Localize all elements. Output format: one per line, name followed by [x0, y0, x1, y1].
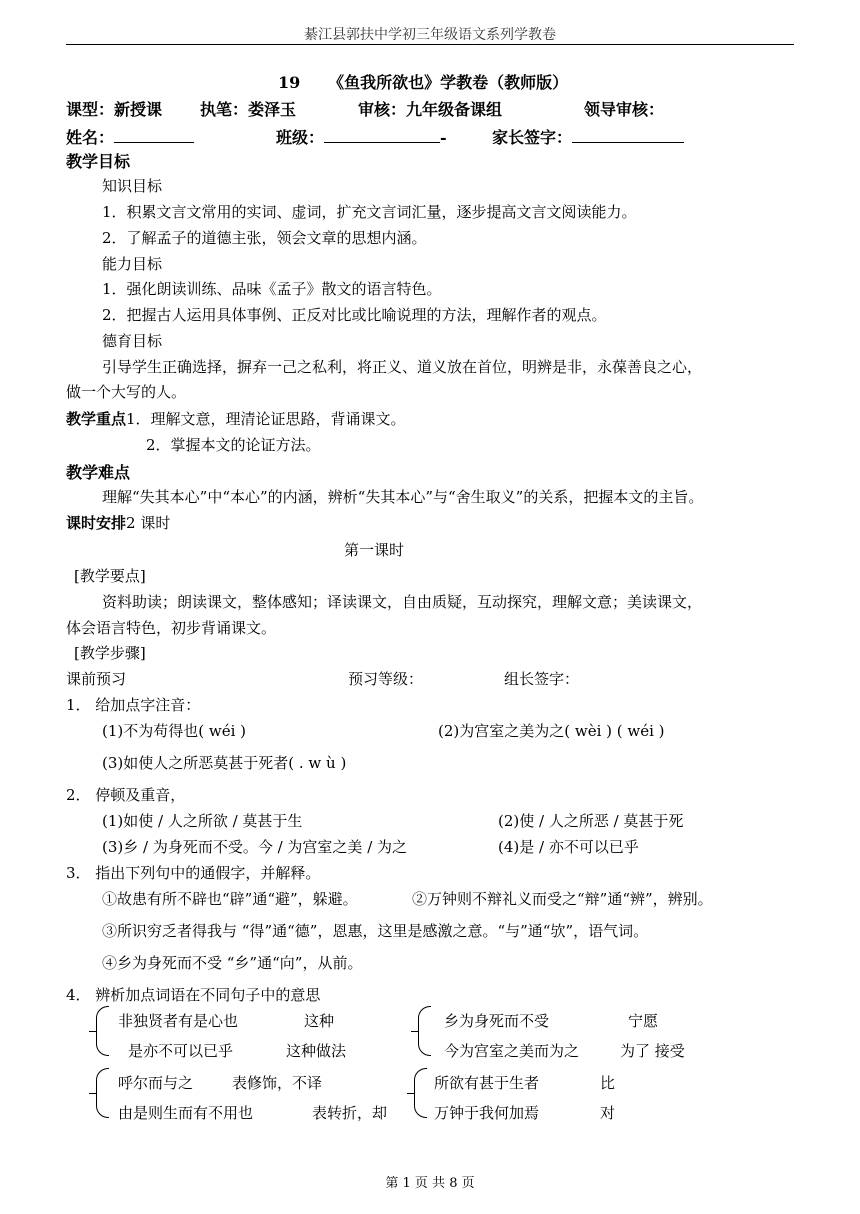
q1-item-2: (2)为宫室之美为之( wèi ) ( wéi ) [438, 722, 665, 740]
reviewer: 审核：九年级备课组 [358, 100, 503, 119]
brace-group-3 [96, 1068, 109, 1118]
preview-sign: 组长签字： [504, 670, 580, 688]
q2-item-4: (4)是 / 亦不可以已乎 [498, 838, 639, 856]
essentials-label: [教学要点] [74, 567, 146, 585]
key-point-2: 2．掌握本文的论证方法。 [146, 436, 321, 454]
q4-g4-sentence-1: 所欲有甚于生者 [434, 1074, 540, 1092]
preview-grade: 预习等级： [348, 670, 424, 688]
q4-g2-meaning-2: 为了 接受 [620, 1042, 685, 1060]
q2-item-3: (3)乡 / 为身死而不受。今 / 为宫室之美 / 为之 [102, 838, 408, 856]
q4-g1-meaning-2: 这种做法 [286, 1042, 347, 1060]
q4-g2-sentence-1: 乡为身死而不受 [444, 1012, 550, 1030]
q2-item-2: (2)使 / 人之所恶 / 莫甚于死 [498, 812, 684, 830]
steps-label: [教学步骤] [74, 644, 146, 662]
moral-goal-title: 德育目标 [102, 332, 163, 350]
q4-g3-sentence-2: 由是则生而有不用也 [118, 1104, 254, 1122]
schedule-value: 2 课时 [126, 514, 171, 532]
ability-goal-1: 1．强化朗读训练、品味《孟子》散文的语言特色。 [102, 280, 442, 298]
q4-g3-meaning-2: 表转折，却 [312, 1104, 388, 1122]
key-point-1: 1．理解文意，理清论证思路，背诵课文。 [126, 410, 406, 428]
name-blank[interactable] [114, 128, 194, 143]
course-type: 课型：新授课 [66, 100, 163, 119]
q1-title: 1． 给加点字注音： [66, 696, 201, 714]
q2-item-1: (1)如使 / 人之所欲 / 莫甚于生 [102, 812, 303, 830]
schedule-label: 课时安排 [66, 514, 127, 532]
q4-g3-sentence-1: 呼尔而与之 [118, 1074, 194, 1092]
name-label: 姓名： [66, 128, 115, 147]
essentials-line2: 体会语言特色，初步背诵课文。 [66, 619, 277, 637]
q3-item-1: ①故患有所不辟也“辟”通“避”，躲避。 [102, 890, 358, 908]
lesson1-title: 第一课时 [344, 541, 405, 559]
brace-group-4 [414, 1068, 427, 1118]
q4-g2-meaning-1: 宁愿 [628, 1012, 659, 1030]
parent-field [492, 125, 684, 148]
q4-g3-meaning-1: 表修饰，不译 [232, 1074, 323, 1092]
key-points-line1 [66, 408, 406, 429]
knowledge-goal-1: 1．积累文言文常用的实词、虚词，扩充文言词汇量，逐步提高文言文阅读能力。 [102, 203, 637, 221]
q4-g4-sentence-2: 万钟于我何加焉 [434, 1104, 540, 1122]
goals-heading: 教学目标 [66, 152, 131, 171]
moral-goal-line2: 做一个大写的人。 [66, 383, 187, 401]
knowledge-goal-title: 知识目标 [102, 177, 163, 195]
preview-label: 课前预习 [66, 670, 127, 688]
page-header: 綦江县郭扶中学初三年级语文系列学教卷 [304, 27, 556, 43]
q4-g1-sentence-1: 非独贤者有是心也 [118, 1012, 239, 1030]
leader-review: 领导审核： [584, 100, 665, 119]
document-title [278, 70, 568, 93]
q2-title: 2． 停顿及重音， [66, 786, 186, 804]
q4-g2-sentence-2: 今为宫室之美而为之 [444, 1042, 580, 1060]
moral-goal-line1: 引导学生正确选择，摒弃一己之私利，将正义、道义放在首位，明辨是非，永葆善良之心， [102, 358, 703, 376]
parent-label: 家长签字： [492, 128, 573, 147]
brace-group-1 [96, 1006, 109, 1056]
q4-title: 4． 辨析加点词语在不同句子中的意思 [66, 986, 321, 1004]
name-field [66, 125, 194, 148]
q4-g4-meaning-1: 比 [600, 1074, 616, 1092]
knowledge-goal-2: 2．了解孟子的道德主张，领会文章的思想内涵。 [102, 229, 427, 247]
q1-item-1: (1)不为苟得也( wéi ) [102, 722, 247, 740]
ability-goal-2: 2．把握古人运用具体事例、正反对比或比喻说理的方法，理解作者的观点。 [102, 306, 607, 324]
parent-blank[interactable] [572, 128, 684, 143]
ability-goal-title: 能力目标 [102, 255, 163, 273]
class-label: 班级： [276, 128, 325, 147]
q3-item-2: ②万钟则不辩礼义而受之“辩”通“辨”，辨别。 [412, 890, 713, 908]
class-field [276, 125, 447, 148]
difficulty-label: 教学难点 [66, 463, 131, 482]
q4-g1-sentence-2: 是亦不可以已乎 [128, 1042, 234, 1060]
q4-g4-meaning-2: 对 [600, 1104, 616, 1122]
page-footer: 第 1 页 共 8 页 [385, 1176, 475, 1191]
title-number: 19 [278, 73, 301, 92]
essentials-line1: 资料助读；朗读课文，整体感知；译读课文，自由质疑，互动探究，理解文意；美读课文， [102, 593, 703, 611]
q3-item-4: ④乡为身死而不受 “乡”通“向”，从前。 [102, 954, 363, 972]
difficulty-text: 理解“失其本心”中“本心”的内涵，辨析“失其本心”与“舍生取义”的关系，把握本文的主旨。 [102, 488, 704, 506]
brace-group-2 [418, 1006, 431, 1056]
q3-item-3: ③所识穷乏者得我与 “得”通“德”，恩惠，这里是感激之意。“与”通“欤”，语气词。 [102, 922, 649, 940]
q4-g1-meaning-1: 这种 [304, 1012, 335, 1030]
q1-item-3: (3)如使人之所恶莫甚于死者( . w ù ) [102, 754, 347, 772]
schedule [66, 512, 170, 533]
class-blank[interactable] [324, 128, 440, 143]
author: 执笔：娄泽玉 [200, 100, 297, 119]
title-text: 《鱼我所欲也》学教卷（教师版） [328, 73, 569, 92]
header-rule [66, 44, 794, 45]
key-points-label: 教学重点 [66, 410, 127, 428]
class-suffix: - [440, 128, 447, 147]
q3-title: 3． 指出下列句中的通假字，并解释。 [66, 864, 321, 882]
